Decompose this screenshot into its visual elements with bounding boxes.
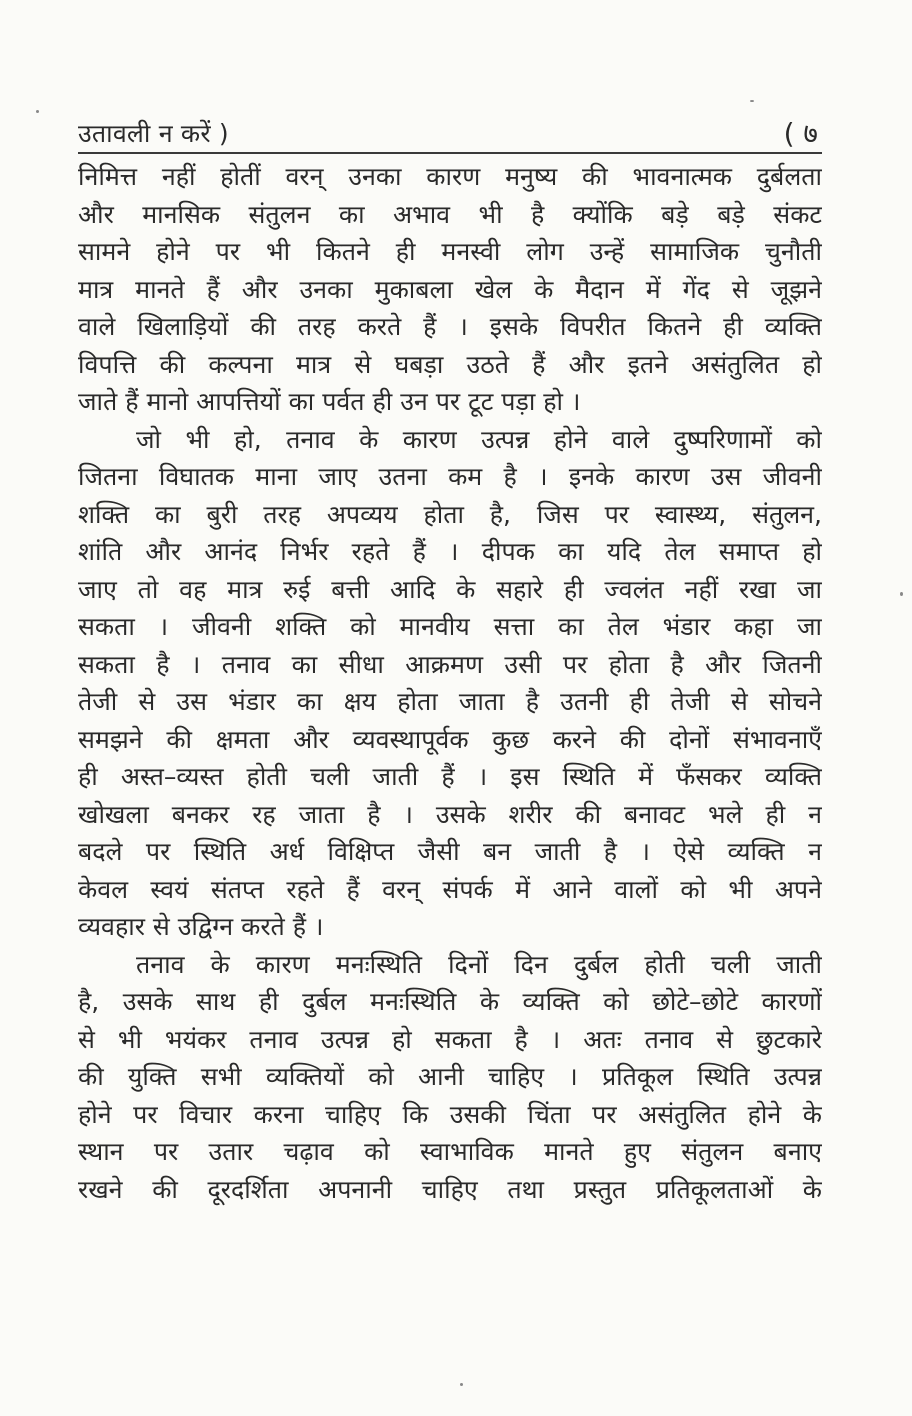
running-header: [78, 112, 822, 152]
text-line: की युक्ति सभी व्यक्तियों को आनी चाहिए । प्रतिकूल स्थिति उत्पन्न: [78, 1062, 822, 1091]
paragraph-start-line: जो भी हो, तनाव के कारण उत्पन्न होने वाले दुष्परिणामों को: [136, 424, 822, 454]
chapter-title: उतावली न करें ): [78, 119, 229, 148]
text-line: बदले पर स्थिति अर्ध विक्षिप्त जैसी बन जाती है । ऐसे व्यक्ति न: [78, 837, 822, 866]
text-line: स्थान पर उतार चढ़ाव को स्वाभाविक मानते हुए संतुलन बनाए: [78, 1137, 822, 1166]
text-line: खोखला बनकर रह जाता है । उसके शरीर की बनावट भले ही न: [78, 799, 822, 829]
text-line: समझने की क्षमता और व्यवस्थापूर्वक कुछ करने की दोनों संभावनाएँ: [78, 724, 822, 754]
text-line: वाले खिलाड़ियों की तरह करते हैं । इसके विपरीत कितने ही व्यक्ति: [78, 312, 822, 341]
text-line: केवल स्वयं संतप्त रहते हैं वरन् संपर्क में आने वालों को भी अपने: [78, 874, 822, 904]
text-line: ही अस्त–व्यस्त होती चली जाती हैं । इस स्थिति में फँसकर व्यक्ति: [78, 762, 822, 791]
text-line: व्यवहार से उद्विग्न करते हैं ।: [78, 912, 324, 941]
text-line: तेजी से उस भंडार का क्षय होता जाता है उतनी ही तेजी से सोचने: [78, 687, 822, 716]
scan-speck: [460, 1383, 463, 1386]
scan-speck: [36, 110, 39, 113]
text-line: रखने की दूरदर्शिता अपनानी चाहिए तथा प्रस्तुत प्रतिकूलताओं के: [78, 1174, 822, 1204]
page-number: ( ७: [783, 117, 818, 150]
text-line: और मानसिक संतुलन का अभाव भी है क्योंकि बड़े बड़े संकट: [78, 199, 822, 229]
text-line: से भी भयंकर तनाव उत्पन्न हो सकता है । अतः तनाव से छुटकारे: [78, 1024, 822, 1054]
text-line: जाते हैं मानो आपत्तियों का पर्वत ही उन पर टूट पड़ा हो ।: [78, 387, 581, 416]
text-line: सकता है । तनाव का सीधा आक्रमण उसी पर होता है और जितनी: [78, 649, 822, 679]
text-line: होने पर विचार करना चाहिए कि उसकी चिंता पर असंतुलित होने के: [78, 1099, 822, 1129]
scan-speck: [900, 592, 903, 596]
text-line: निमित्त नहीं होतीं वरन् उनका कारण मनुष्य की भावनात्मक दुर्बलता: [78, 162, 822, 191]
text-line: जितना विघातक माना जाए उतना कम है । इनके कारण उस जीवनी: [78, 462, 822, 491]
paragraph-start-line: तनाव के कारण मनःस्थिति दिनों दिन दुर्बल होती चली जाती: [136, 949, 822, 979]
text-line: है, उसके साथ ही दुर्बल मनःस्थिति के व्यक्ति को छोटे–छोटे कारणों: [78, 987, 822, 1016]
header-rule: [78, 152, 822, 154]
text-line: सकता । जीवनी शक्ति को मानवीय सत्ता का तेल भंडार कहा जा: [78, 612, 822, 641]
scan-speck: [750, 100, 754, 102]
text-line: विपत्ति की कल्पना मात्र से घबड़ा उठते हैं और इतने असंतुलित हो: [78, 349, 822, 379]
body-text: [78, 158, 822, 1208]
text-line: शांति और आनंद निर्भर रहते हैं । दीपक का यदि तेल समाप्त हो: [78, 537, 822, 566]
text-line: मात्र मानते हैं और उनका मुकाबला खेल के मैदान में गेंद से जूझने: [78, 274, 822, 304]
text-line: जाए तो वह मात्र रुई बत्ती आदि के सहारे ही ज्वलंत नहीं रखा जा: [78, 574, 822, 604]
text-line: शक्ति का बुरी तरह अपव्यय होता है, जिस पर स्वास्थ्य, संतुलन,: [78, 499, 822, 529]
text-line: सामने होने पर भी कितने ही मनस्वी लोग उन्हें सामाजिक चुनौती: [78, 237, 822, 266]
